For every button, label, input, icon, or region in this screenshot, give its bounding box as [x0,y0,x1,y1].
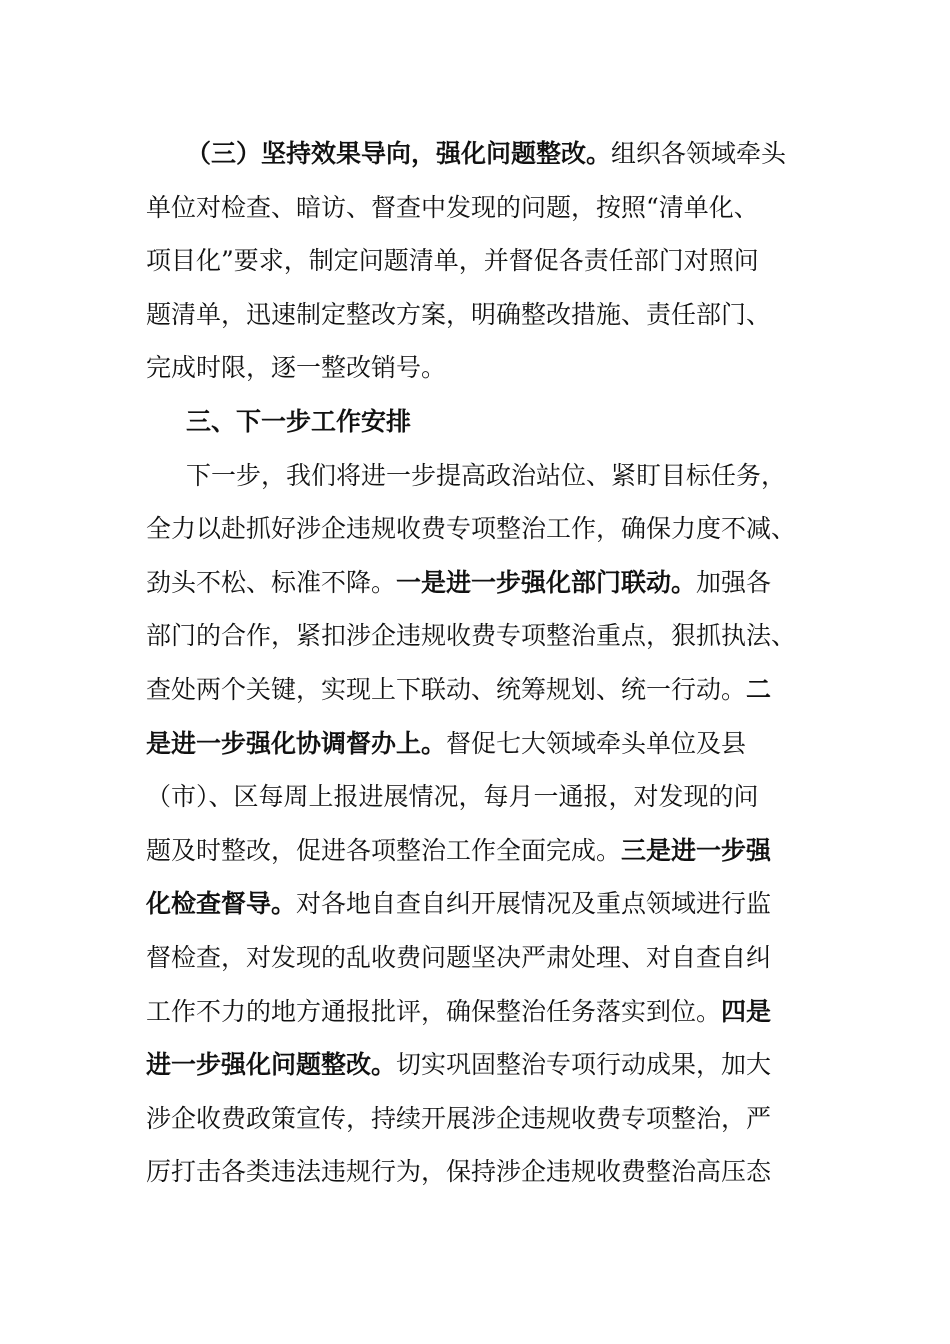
paragraph-line [146,985,806,1039]
subheading-bold: （三）坚持效果导向，强化问题整改。 [186,139,612,168]
body-text: 劲头不松、标准不降。 [146,567,397,597]
paragraph-line [146,717,806,771]
paragraph-line: 下一步，我们将进一步提高政治站位、紧盯目标任务， [186,460,787,490]
body-text: 题及时整改，促进各项整治工作全面完成。 [146,835,622,865]
emphasis-bold: 二 [746,674,772,704]
paragraph-line: 涉企收费政策宣传，持续开展涉企违规收费专项整治，严 [146,1103,772,1133]
emphasis-bold: 一是进一步强化部门联动。 [396,567,697,597]
paragraph-line [146,877,806,931]
emphasis-bold: 是进一步强化协调督办上。 [146,728,447,758]
body-text: 组织各领域牵头 [611,139,787,168]
paragraph-line [146,824,806,878]
body-text: 督促七大领域牵头单位及县 [446,728,747,758]
paragraph-line [146,663,806,717]
emphasis-bold: 三是进一步强 [621,835,772,865]
paragraph-line [146,556,806,610]
body-text: 查处两个关键，实现上下联动、统筹规划、统一行动。 [146,674,747,704]
emphasis-bold: 进一步强化问题整改。 [146,1050,397,1080]
section-heading: 三、下一步工作安排 [186,406,412,436]
paragraph-line: 完成时限，逐一整改销号。 [146,353,447,383]
paragraph-line: 全力以赴抓好涉企违规收费专项整治工作，确保力度不减、 [146,514,797,544]
paragraph-line [146,1038,806,1092]
body-text: 对各地自查自纠开展情况及重点领域进行监 [296,889,772,919]
emphasis-bold: 化检查督导。 [146,889,297,919]
paragraph-line: 单位对检查、暗访、督查中发现的问题，按照“清单化、 [146,192,759,222]
document-body [146,127,806,1199]
paragraph-line: （市）、区每周上报进展情况，每月一通报，对发现的问 [146,782,759,812]
body-text: 切实巩固整治专项行动成果，加大 [396,1050,772,1080]
body-text: 工作不力的地方通报批评，确保整治任务落实到位。 [146,996,722,1026]
paragraph-line: 项目化”要求，制定问题清单，并督促各责任部门对照问 [146,246,759,276]
paragraph-line: 题清单，迅速制定整改方案，明确整改措施、责任部门、 [146,299,772,329]
body-text: 加强各 [696,567,772,597]
emphasis-bold: 四是 [721,996,772,1026]
paragraph-line: 部门的合作，紧扣涉企违规收费专项整治重点，狠抓执法、 [146,621,797,651]
paragraph-line: 厉打击各类违法违规行为，保持涉企违规收费整治高压态 [146,1157,772,1187]
paragraph-line: 督检查，对发现的乱收费问题坚决严肃处理、对自查自纠 [146,942,772,972]
paragraph-line [146,127,806,181]
